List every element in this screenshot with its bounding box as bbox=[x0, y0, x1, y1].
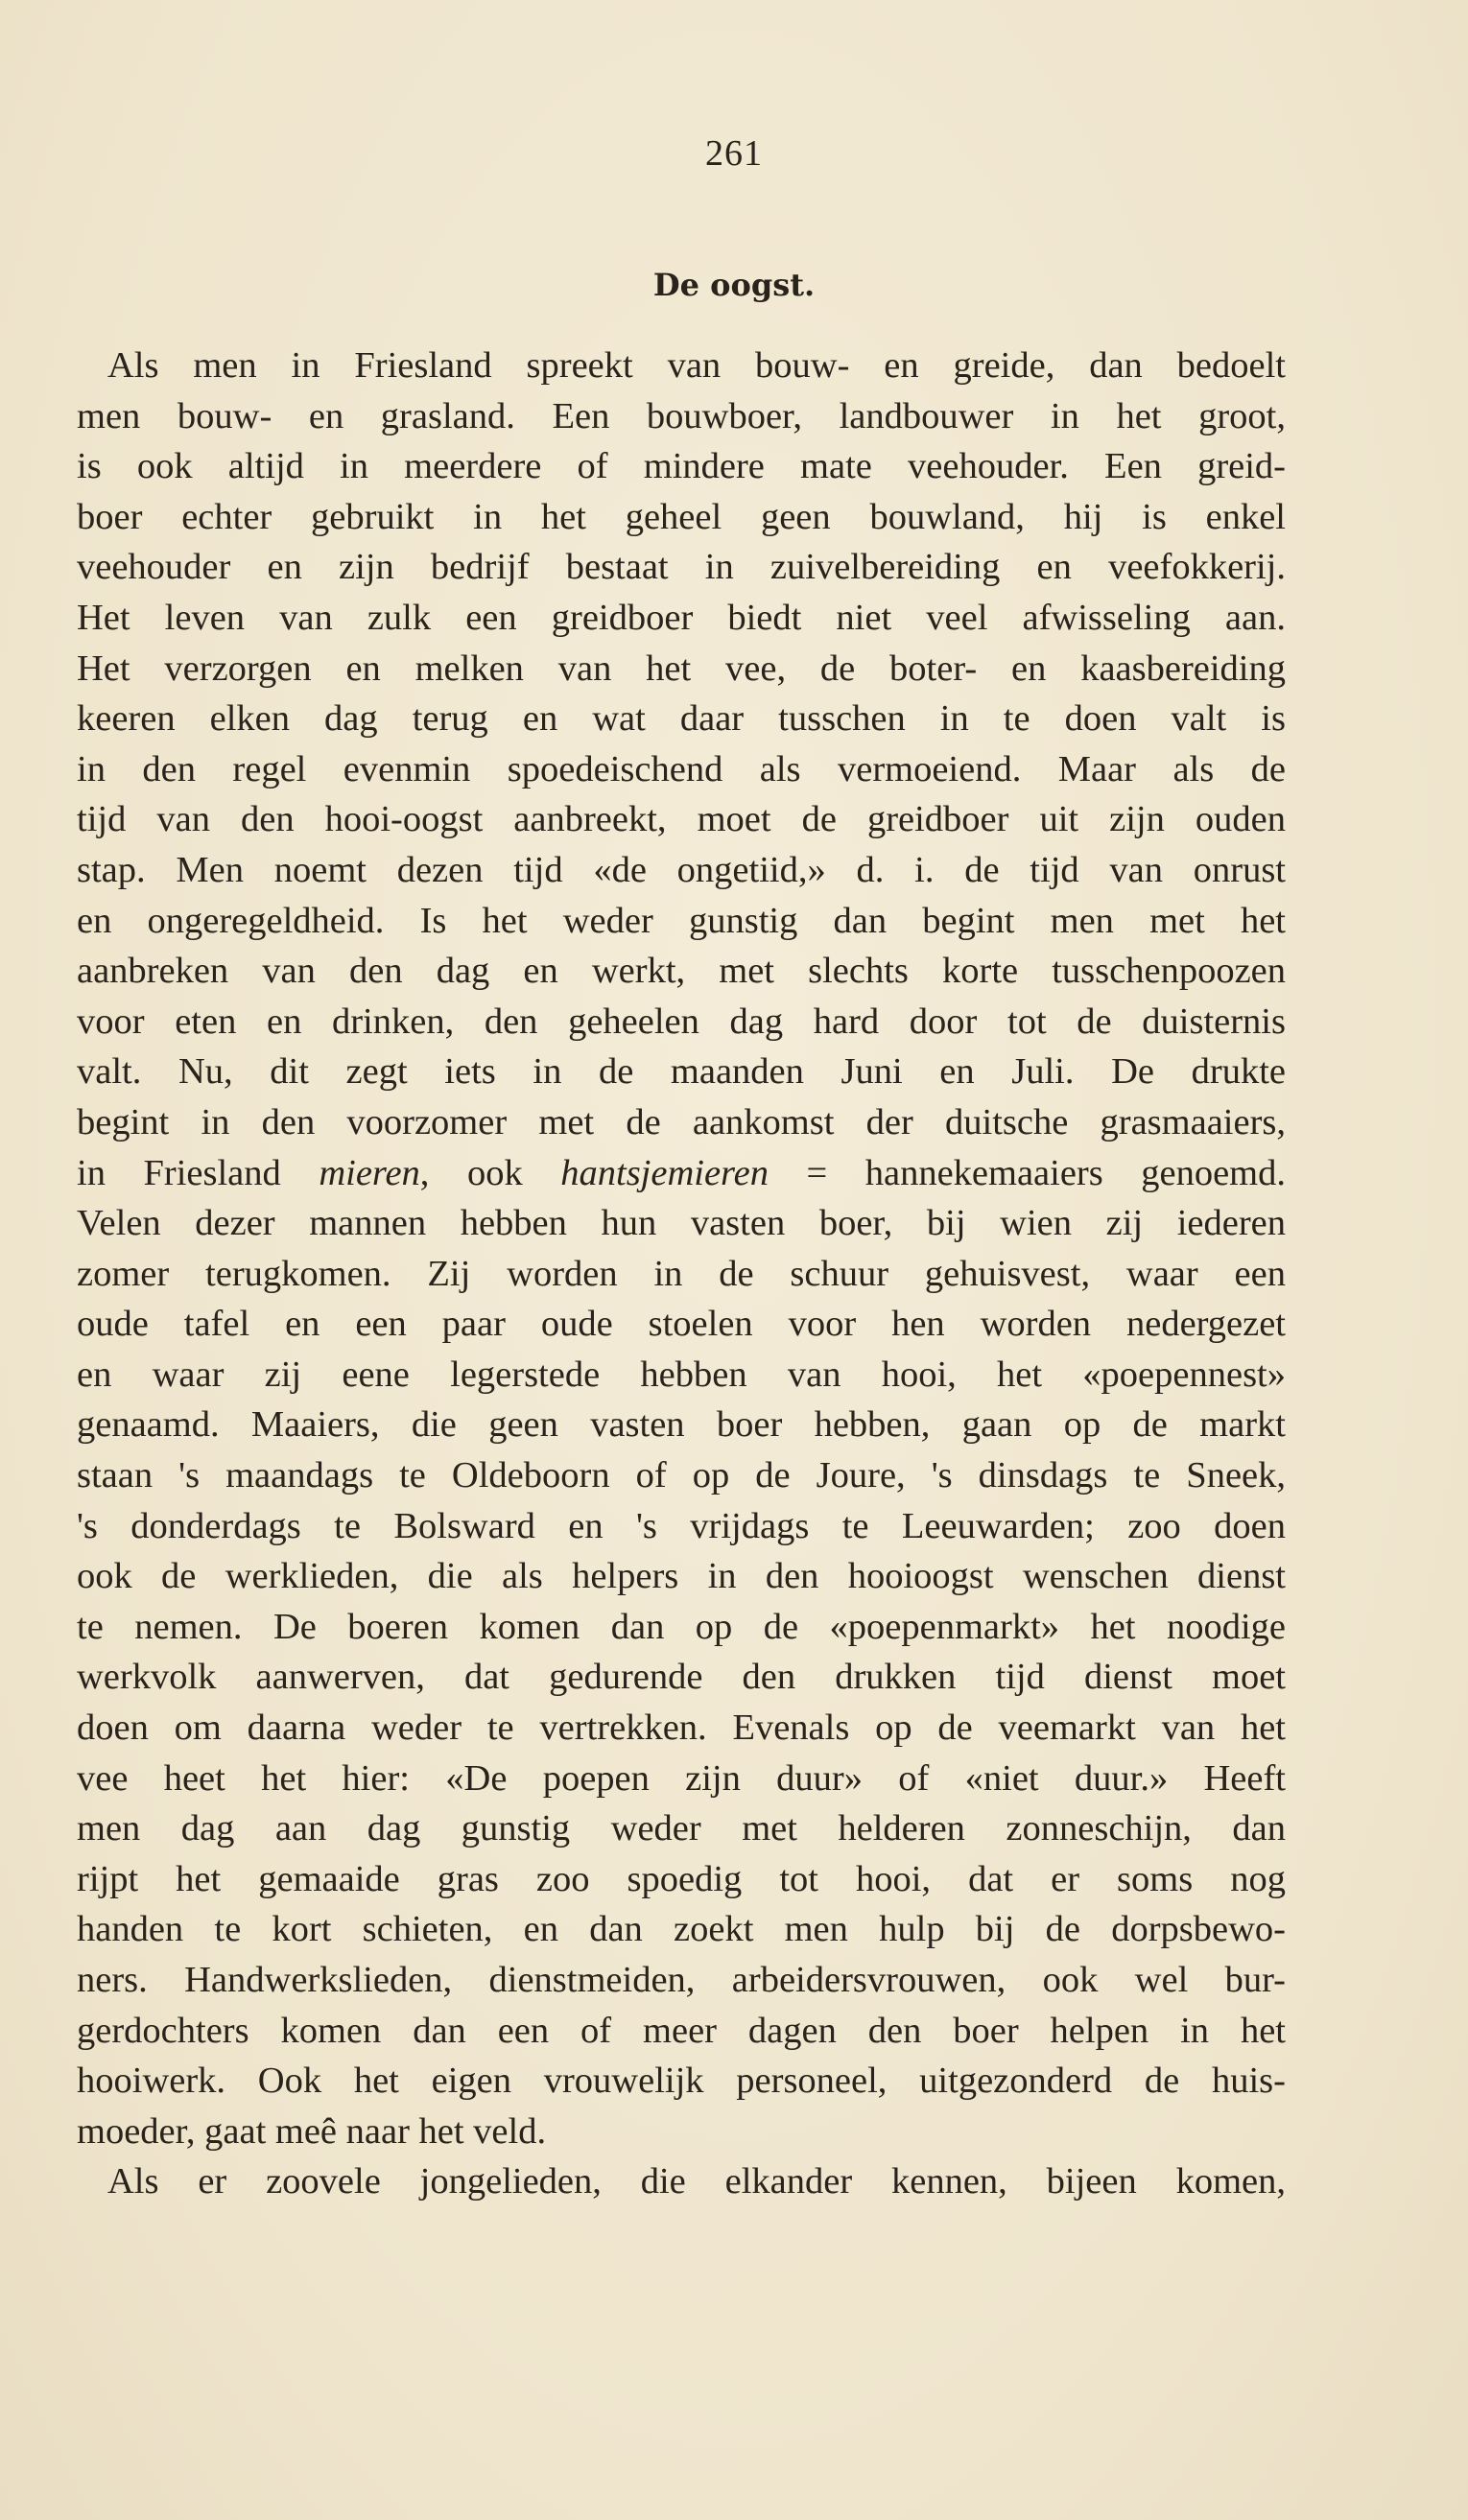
section-heading: De oogst. bbox=[652, 267, 816, 303]
text-line: in den regel evenmin spoedeischend als vermoeiend. Maar als de bbox=[77, 748, 1286, 789]
body-text bbox=[77, 341, 1286, 2207]
text-line: en waar zij eene legerstede hebben van hooi, het «poepennest» bbox=[77, 1354, 1286, 1395]
text-line: te nemen. De boeren komen dan op de «poepenmarkt» het noodige bbox=[77, 1606, 1286, 1647]
text-line: ook de werklieden, die als helpers in den hooioogst wenschen dienst bbox=[77, 1556, 1286, 1597]
text-run: , ook bbox=[419, 1152, 561, 1193]
text-line-mixed bbox=[77, 1148, 1286, 1199]
text-line: valt. Nu, dit zegt iets in de maanden Juni en Juli. De drukte bbox=[77, 1051, 1286, 1093]
text-line: Het verzorgen en melken van het vee, de boter- en kaasbereiding bbox=[77, 648, 1286, 689]
text-line: 's donderdags te Bolsward en 's vrijdags te Leeuwarden; zoo doen bbox=[77, 1505, 1286, 1546]
text-line: tijd van den hooi-oogst aanbreekt, moet de greidboer uit zijn ouden bbox=[77, 799, 1286, 840]
text-line: Het leven van zulk een greidboer biedt niet veel afwisseling aan. bbox=[77, 597, 1286, 638]
text-line: is ook altijd in meerdere of mindere mate veehouder. Een greid- bbox=[77, 446, 1286, 487]
text-line: Als men in Friesland spreekt van bouw- en greide, dan bedoelt bbox=[107, 345, 1286, 386]
text-line: handen te kort schieten, en dan zoekt men hulp bij de dorpsbewo- bbox=[77, 1909, 1286, 1950]
italic-term: hantsjemieren bbox=[560, 1152, 769, 1193]
text-line: vee heet het hier: «De poepen zijn duur» of «niet duur.» Heeft bbox=[77, 1757, 1286, 1799]
text-line: ners. Handwerkslieden, dienstmeiden, arbeidersvrouwen, ook wel bur- bbox=[77, 1960, 1286, 2000]
text-line: aanbreken van den dag en werkt, met slechts korte tusschenpoozen bbox=[77, 951, 1286, 992]
text-line: gerdochters komen dan een of meer dagen den boer helpen in het bbox=[77, 2010, 1286, 2051]
text-line: begint in den voorzomer met de aankomst der duitsche grasmaaiers, bbox=[77, 1101, 1286, 1142]
text-line: stap. Men noemt dezen tijd «de ongetiid,» d. i. de tijd van onrust bbox=[77, 849, 1286, 890]
text-line: voor eten en drinken, den geheelen dag hard door tot de duisternis bbox=[77, 1001, 1286, 1042]
text-run: in Friesland bbox=[77, 1152, 320, 1193]
text-line: moeder, gaat meê naar het veld. bbox=[77, 2110, 547, 2152]
text-line: genaamd. Maaiers, die geen vasten boer hebben, gaan op de markt bbox=[77, 1404, 1286, 1446]
text-line: rijpt het gemaaide gras zoo spoedig tot hooi, dat er soms nog bbox=[77, 1858, 1286, 1899]
text-line: men bouw- en grasland. Een bouwboer, landbouwer in het groot, bbox=[77, 395, 1286, 436]
text-line: men dag aan dag gunstig weder met helderen zonneschijn, dan bbox=[77, 1808, 1286, 1849]
text-line: veehouder en zijn bedrijf bestaat in zuivelbereiding en veefokkerij. bbox=[77, 547, 1286, 588]
text-line: en ongeregeldheid. Is het weder gunstig dan begint men met het bbox=[77, 900, 1286, 941]
text-line: boer echter gebruikt in het geheel geen bouwland, hij is enkel bbox=[77, 496, 1286, 537]
text-line: staan 's maandags te Oldeboorn of op de Joure, 's dinsdags te Sneek, bbox=[77, 1455, 1286, 1496]
text-line: hooiwerk. Ook het eigen vrouwelijk personeel, uitgezonderd de huis- bbox=[77, 2061, 1286, 2102]
text-line: Velen dezer mannen hebben hun vasten boer, bij wien zij iederen bbox=[77, 1203, 1286, 1244]
text-line: keeren elken dag terug en wat daar tusschen in te doen valt is bbox=[77, 698, 1286, 740]
page-number: 261 bbox=[705, 133, 763, 174]
text-run: = hannekemaaiers genoemd. bbox=[768, 1152, 1287, 1193]
text-line: zomer terugkomen. Zij worden in de schuur gehuisvest, waar een bbox=[77, 1253, 1286, 1294]
text-line: werkvolk aanwerven, dat gedurende den drukken tijd dienst moet bbox=[77, 1657, 1286, 1698]
italic-term: mieren bbox=[319, 1152, 420, 1193]
text-line: Als er zoovele jongelieden, die elkander kennen, bijeen komen, bbox=[107, 2161, 1286, 2202]
text-line: oude tafel en een paar oude stoelen voor hen worden nedergezet bbox=[77, 1304, 1286, 1345]
text-line: doen om daarna weder te vertrekken. Evenals op de veemarkt van het bbox=[77, 1707, 1286, 1749]
